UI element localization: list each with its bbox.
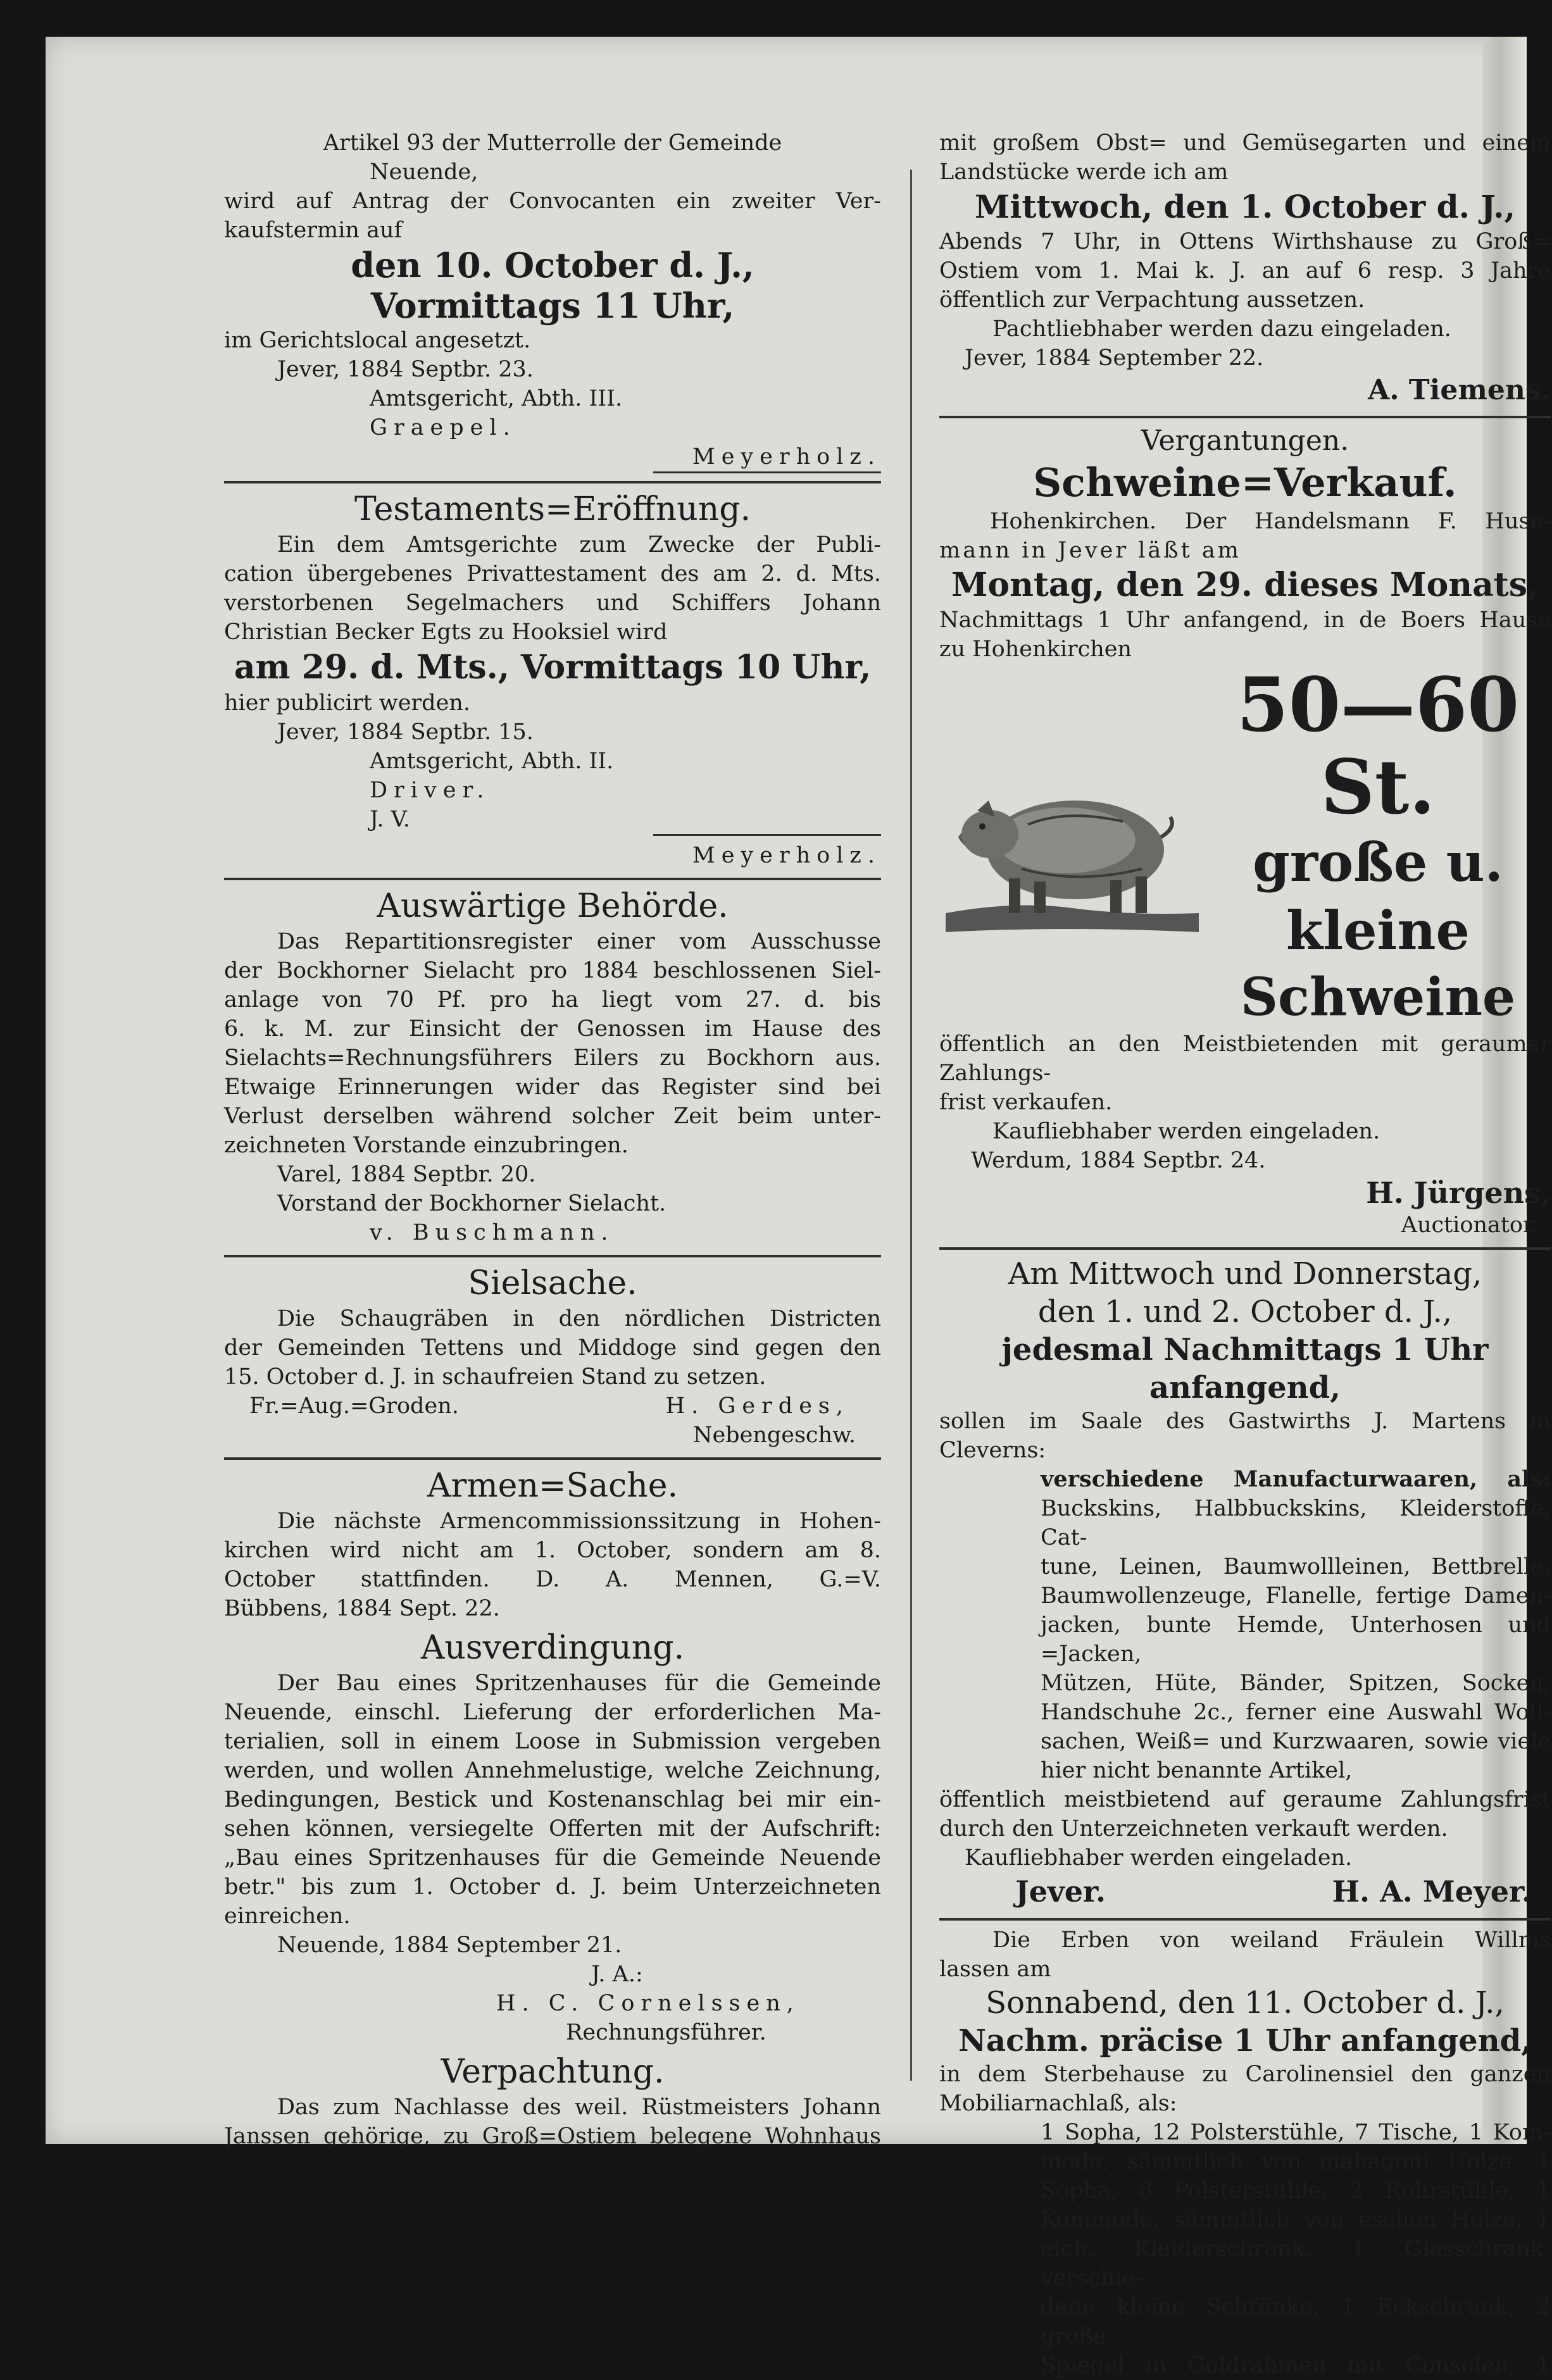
date-heading: den 10. October d. J., [351,245,754,285]
text-line: Bedingungen, Bestick und Kostenanschlag bei mir ein- [224,1787,881,1812]
text-line: „Bau eines Spritzenhauses für die Gemeinde Neuende [224,1845,881,1871]
text-line: Etwaige Erinnerungen wider das Register sind bei [224,1075,881,1100]
text-line: mann in Jever läßt am [939,538,1241,563]
text-line: der Bockhorner Sielacht pro 1884 beschlossenen Siel- [224,958,881,983]
notice-heading: Verpachtung. [441,2053,665,2091]
text-line: October stattfinden. D. A. Mennen, G.=V. [224,1567,881,1592]
pig-text [1205,661,1551,1030]
pig-illustration [939,742,1205,951]
signature: Graepel. [370,415,516,440]
text-line: mit großem Obst= und Gemüsegarten und einem [939,130,1551,156]
section-divider [224,1255,881,1257]
date-heading: Montag, den 29. dieses Monats, [951,566,1539,604]
text-line: Der Bau eines Spritzenhauses für die Gemeinde [277,1671,881,1696]
item-line: mode, sämmtlich von mahagoni Holze, 1 [1041,2149,1551,2174]
text-line: Das zum Nachlasse des weil. Rüstmeisters Johann [277,2095,881,2120]
dateline: Werdum, 1884 Septbr. 24. [971,1148,1266,1173]
item-line: sachen, Weiß= und Kurzwaaren, sowie viele [1041,1729,1551,1754]
date-heading: am 29. d. Mts., Vormittags 10 Uhr, [234,648,872,687]
notice-heading: Armen=Sache. [427,1467,679,1505]
clerk-signature: Meyerholz. [692,444,881,470]
signature-row [224,1392,881,1421]
notice-auswaertige-behoerde [224,885,881,1247]
item-line: verschiedene Manufacturwaaren, als: [1041,1466,1551,1492]
text-line: Abends 7 Uhr, in Ottens Wirthshause zu Groß= [939,229,1551,254]
date-heading: Sonnabend, den 11. October d. J., [986,1985,1505,2021]
section-divider [939,416,1551,418]
section-divider [939,1247,1551,1250]
ad-mobiliar [939,1926,1551,2380]
text-line: einreichen. [224,1903,351,1929]
section-divider [224,1457,881,1460]
section-divider [224,481,881,483]
time-heading: Nachm. präcise 1 Uhr anfangend, [958,2023,1532,2059]
text-line: 15. October d. J. in schaufreien Stand zu setzen. [224,1364,767,1390]
text-line: öffentlich an den Meistbietenden mit geraumer Zahlungs- [939,1031,1551,1086]
notice-sielsache [224,1262,881,1450]
text-line: Mobiliarnachlaß, als: [939,2091,1177,2116]
item-line: 1 Sopha, 12 Polsterstühle, 7 Tische, 1 Kom- [1041,2120,1551,2145]
item-line: jacken, bunte Hemde, Unterhosen und =Jacken, [1041,1612,1551,1667]
court-line: Amtsgericht, Abth. II. [370,749,614,774]
text-line: Janssen gehörige, zu Groß=Ostiem belegene Wohnhaus [224,2124,881,2149]
text-line: cation übergebenes Privattestament des am 2. d. Mts. [224,561,881,587]
signature-rule [653,471,881,473]
text-line: Verlust derselben während solcher Zeit beim unter- [224,1104,881,1129]
text-line: Die Erben von weiland Fräulein Willms [992,1928,1551,1953]
item-line: Baumwollenzeuge, Flanelle, fertige Damen- [1041,1583,1551,1609]
text-line: Die Schaugräben in den nördlichen Districten [277,1306,881,1331]
text-line: Kaufliebhaber werden eingeladen. [965,1845,1353,1871]
text-line: öffentlich zur Verpachtung aussetzen. [939,287,1365,313]
signature: Driver. [370,778,491,803]
animal-heading: Schweine [1240,967,1516,1028]
notice-verpachtung [224,2051,881,2151]
text-line: Das Repartitionsregister einer vom Ausschusse [277,929,881,954]
newspaper-page [46,37,1551,2378]
text-line: durch den Unterzeichneten verkauft werden. [939,1816,1448,1841]
signature: H. Gerdes, [665,1393,849,1419]
text-line: kaufstermin auf [224,218,403,243]
item-line: tune, Leinen, Baumwollleinen, Bettbrelle, [1041,1554,1551,1579]
text-line: terialien, soll in einem Loose in Submission vergeben [224,1729,881,1754]
notice-testament [224,489,881,870]
place: Fr.=Aug.=Groden. [249,1393,459,1419]
dateline: Varel, 1884 Septbr. 20. [277,1162,536,1187]
verpachtung-continuation [939,128,1551,408]
text-line: 6. k. M. zur Einsicht der Genossen im Hause des [224,1016,881,1042]
pig-row [939,661,1551,1030]
text-line: der Gemeinden Tettens und Middoge sind gegen den [224,1335,881,1361]
text-line: lassen am [939,1957,1051,1982]
text-line: Hohenkirchen. Der Handelsmann F. Huse- [990,509,1551,534]
ad-heading: Am Mittwoch und Donnerstag, [1008,1256,1482,1292]
dateline: Bübbens, 1884 Sept. 22. [224,1596,500,1621]
text-line: Sielachts=Rechnungsführers Eilers zu Bockhorn aus. [224,1045,881,1071]
notice-heading: Auswärtige Behörde. [377,887,729,925]
ad-heading: den 1. und 2. October d. J., [1037,1294,1453,1330]
text-line: sehen können, versiegelte Offerten mit der Aufschrift: [224,1816,881,1841]
count-heading: 50—60 St. [1236,661,1520,831]
signature: J. V. [370,807,410,832]
text-line: werden, und wollen Annehmelustige, welche Zeichnung, [224,1758,881,1783]
ad-schweine-verkauf [939,423,1551,1240]
signature: H. C. Cornelssen, [496,1991,800,2016]
item-line: Handschuhe 2c., ferner eine Auswahl Woll- [1041,1700,1551,1725]
text-line: Die nächste Armencommissionssitzung in Hohen- [277,1509,881,1534]
item-line: Spiegel in Goldrahmen mit Consolen, 1 [1041,2353,1551,2378]
ad-heading: jedesmal Nachmittags 1 Uhr anfangend, [1001,1332,1489,1405]
text-line: öffentlich meistbietend auf geraume Zahlungsfrist [939,1787,1551,1812]
text-line: Kaufliebhaber werden eingeladen. [992,1119,1380,1144]
text-line: Landstücke werde ich am [939,159,1229,185]
date-heading: Mittwoch, den 1. October d. J., [974,188,1515,225]
ad-manufacturwaaren [939,1255,1551,1910]
text-line: Pachtliebhaber werden dazu eingeladen. [992,316,1451,342]
text-line: zu Hohenkirchen [939,637,1132,662]
signature-row [939,1872,1551,1910]
signature-rule [653,834,881,836]
text-line: Ein dem Amtsgerichte zum Zwecke der Publi- [277,532,881,558]
notice-armen-sache [224,1465,881,1623]
size-heading: große u. kleine [1253,831,1503,962]
notice-ausverdingung [224,1627,881,2047]
text-line: Christian Becker Egts zu Hooksiel wird [224,620,668,645]
item-line: eich. Kleiderschrank, 1 Glasschrank, verschie- [1041,2236,1551,2291]
text-line: zeichneten Vorstande einzubringen. [224,1133,629,1158]
ia-line: J. A.: [591,1962,643,1987]
court-line: Amtsgericht, Abth. III. [370,386,623,411]
section-divider [939,1918,1551,1921]
dateline: Jever, 1884 September 22. [965,346,1264,371]
text-line: anlage von 70 Pf. pro ha liegt vom 27. d. bis [224,987,881,1012]
dateline: Neuende, 1884 September 21. [277,1933,622,1958]
column-divider [910,170,912,2081]
clerk-signature: Meyerholz. [692,843,881,868]
text-line: Nachmittags 1 Uhr anfangend, in de Boers Hause [939,607,1551,633]
text-line: Ostiem vom 1. Mai k. J. an auf 6 resp. 3 Jahre [939,258,1551,283]
text-line: sollen im Saale des Gastwirths J. Martens in [939,1409,1551,1434]
signature: v. Buschmann. [370,1220,615,1245]
text-line: Cleverns: [939,1438,1046,1463]
signature: A. Tiemens. [1368,374,1551,406]
text-line: Artikel 93 der Mutterrolle der Gemeinde [323,130,782,156]
auction-continuation [224,128,881,473]
text-line: hier publicirt werden. [224,690,470,716]
item-line: Sopha, 8 Polsterstühle, 2 Rohrstühle, 1 [1041,2178,1551,2203]
item-line: Mützen, Hüte, Bänder, Spitzen, Socken, [1041,1671,1551,1696]
title-line: Rechnungsführer. [566,2020,767,2045]
text-line: verstorbenen Segelmachers und Schiffers Johann [224,590,881,616]
place: Jever. [1015,1874,1106,1909]
notice-heading: Ausverdingung. [420,1629,685,1667]
text-line: kirchen wird nicht am 1. October, sondern am 8. [224,1538,881,1563]
text-line: im Gerichtslocal angesetzt. [224,328,531,353]
notice-heading: Testaments=Eröffnung. [354,490,751,528]
text-line: frist verkaufen. [939,1090,1113,1115]
kicker: Vergantungen. [1141,425,1349,457]
item-line: dene kleine Schränke, 1 Eckschrank, 2 große [1041,2295,1551,2349]
dateline: Jever, 1884 Septbr. 23. [277,357,534,382]
time-heading: Vormittags 11 Uhr, [370,285,735,326]
board-line: Vorstand der Bockhorner Sielacht. [277,1191,666,1216]
title-line: Auctionator. [1401,1212,1538,1238]
dateline: Jever, 1884 Septbr. 15. [277,720,534,745]
section-divider [224,878,881,880]
item-line: Buckskins, Halbbuckskins, Kleiderstoffe, Cat- [1041,1496,1551,1550]
text-line: Neuende, einschl. Lieferung der erforderlichen Ma- [224,1700,881,1725]
signature: H. A. Meyer. [1332,1874,1532,1909]
notice-heading: Sielsache. [468,1264,637,1302]
title-line: Nebengeschw. [692,1423,856,1448]
text-line: Neuende, [370,159,479,185]
right-column [939,128,1551,2380]
item-line: hier nicht benannte Artikel, [1041,1758,1353,1783]
ad-heading: Schweine=Verkauf. [1033,459,1457,506]
text-line: wird auf Antrag der Convocanten ein zweiter Ver- [224,189,881,214]
item-line: Kommode, sämmtlich von eschen Holze, 1 [1041,2207,1551,2233]
signature: H. Jürgens, [1366,1176,1551,1210]
left-column [224,128,881,2151]
text-line: in dem Sterbehause zu Carolinensiel den ganzen [939,2062,1551,2087]
text-line: betr." bis zum 1. October d. J. beim Unterzeichneten [224,1874,881,1900]
